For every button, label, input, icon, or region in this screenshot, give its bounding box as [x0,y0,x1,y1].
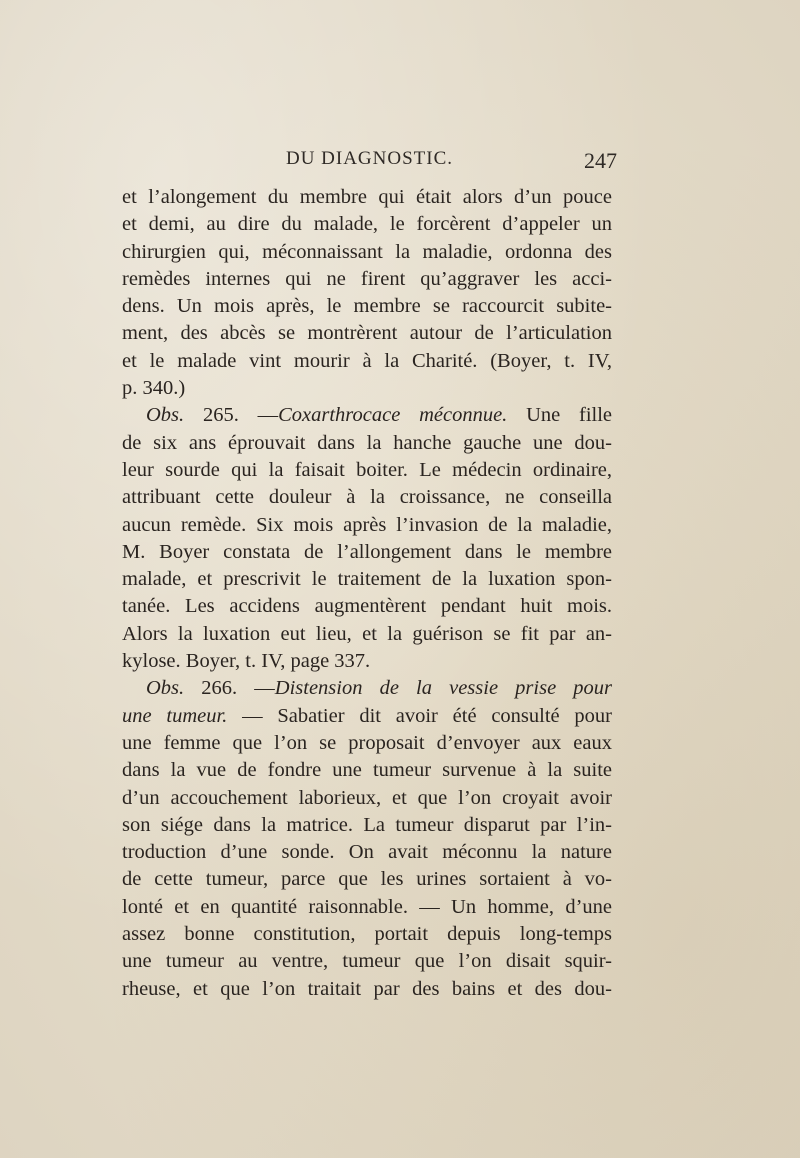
page-header [122,148,617,180]
text-line: M. Boyer constata de l’allongement dans le membre [122,540,612,563]
text-line: dans la vue de fondre une tumeur survenue à la suite [122,759,612,782]
text-line: rheuse, et que l’on traitait par des bains et des dou- [122,977,612,1000]
text-line: son siége dans la matrice. La tumeur disparut par l’in- [122,813,612,836]
body-text [122,184,612,1003]
text-line: dens. Un mois après, le membre se raccourcit subite- [122,295,612,318]
obs-title: Distension de la vessie prise pour [274,677,613,700]
observation-266-heading: Obs. 266. —Distension de la vessie prise pour [146,677,613,700]
text-line: de six ans éprouvait dans la hanche gauche une dou- [122,431,612,454]
text-line: lonté et en quantité raisonnable. — Un homme, d’une [122,895,612,918]
text-line: de cette tumeur, parce que les urines sortaient à vo- [122,868,612,891]
text-line: malade, et prescrivit le traitement de la luxation spon- [122,568,612,591]
text-line: attribuant cette douleur à la croissance, ne conseilla [122,486,612,509]
text-line: remèdes internes qui ne firent qu’aggraver les acci- [122,267,612,290]
text-line: leur sourde qui la faisait boiter. Le médecin ordinaire, [122,458,612,481]
observation-265-heading: Obs. 265. —Coxarthrocace méconnue. Une fille [146,404,613,427]
obs-title: Coxarthrocace méconnue. [278,404,508,427]
text-line: troduction d’une sonde. On avait méconnu la nature [122,841,612,864]
text-line: et demi, au dire du malade, le forcèrent d’appeler un [122,213,612,236]
text-line: p. 340.) [122,377,186,400]
text-line: une tumeur au ventre, tumeur que l’on disait squir- [122,950,612,973]
text-line: une tumeur. — Sabatier dit avoir été consulté pour [122,704,612,727]
text-line: chirurgien qui, méconnaissant la maladie, ordonna des [122,240,612,263]
text-line: aucun remède. Six mois après l’invasion de la maladie, [122,513,612,536]
text-line: kylose. Boyer, t. IV, page 337. [122,650,371,673]
text-line: assez bonne constitution, portait depuis long-temps [122,923,612,946]
text-line: tanée. Les accidens augmentèrent pendant huit mois. [122,595,612,618]
text-line: et l’alongement du membre qui était alors d’un pouce [122,186,612,208]
text-line: ment, des abcès se montrèrent autour de l’articulation [122,322,612,345]
page-number: 247 [584,148,617,173]
text-line: et le malade vint mourir à la Charité. (Boyer, t. IV, [122,349,612,372]
running-head: DU DIAGNOSTIC. [285,148,454,169]
obs-title: une tumeur. [122,704,228,727]
obs-label: Obs. [146,404,185,427]
text-line: d’un accouchement laborieux, et que l’on croyait avoir [122,786,612,809]
obs-label: Obs. [146,677,185,700]
text-line: une femme que l’on se proposait d’envoyer aux eaux [122,731,612,754]
text-line: Alors la luxation eut lieu, et la guérison se fit par an- [122,622,612,645]
